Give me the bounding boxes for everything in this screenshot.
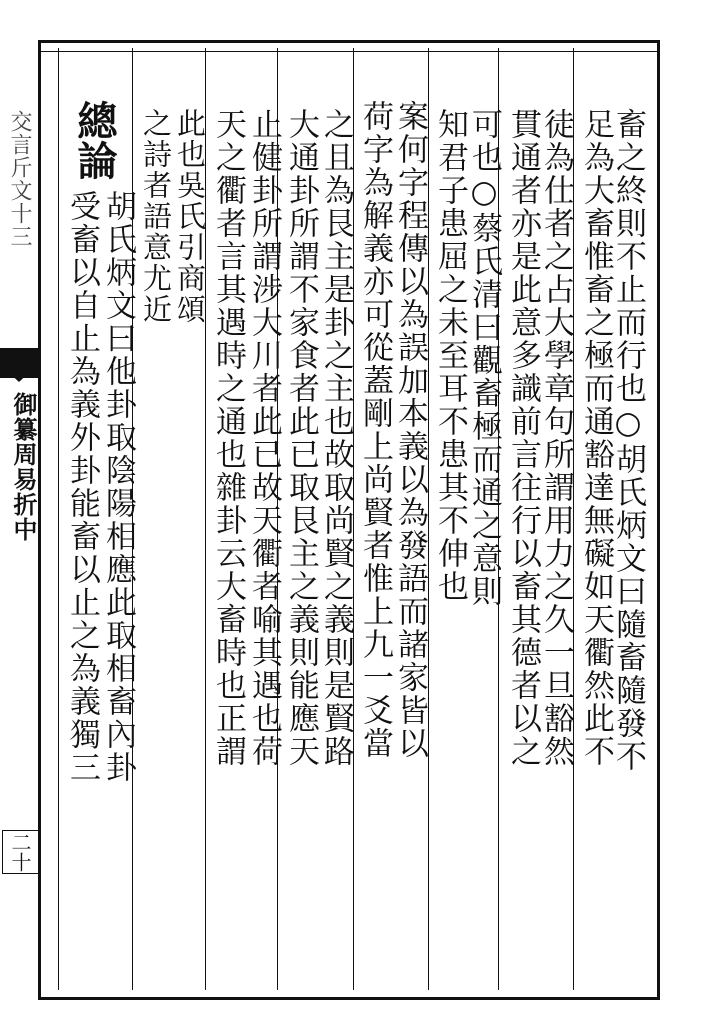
text-column-1: 畜之終則不止而行也○胡氏炳文曰隨畜隨發不 xyxy=(610,108,646,773)
text-column-5: 可也○蔡氏清曰觀畜極而通之意則 xyxy=(466,108,502,608)
text-column-16: 受畜以自止為義外卦能畜以止之為義獨三 xyxy=(64,190,100,784)
text-column-8: 荷字為解義亦可從蓋剛上尚賢者惟上九一爻當 xyxy=(357,100,393,760)
text-column-6: 知君子患屈之未至耳不患其不伸也 xyxy=(432,108,468,603)
folio-number: 二十 xyxy=(2,830,39,874)
text-column-10: 大通卦所謂不家食者此已取艮主之義則能應天 xyxy=(283,108,319,768)
page-margin xyxy=(0,40,38,1000)
text-column-2: 足為大畜惟畜之極而通豁達無礙如天衢然此不 xyxy=(578,108,614,768)
text-column-4: 貫通者亦是此意多識前言往行以畜其德者以之 xyxy=(505,108,541,768)
column-rule xyxy=(58,48,59,990)
book-title: 御纂周易折中 xyxy=(9,392,38,542)
text-column-9: 之且為艮主是卦之主也故取尚賢之義則是賢路 xyxy=(318,108,354,768)
column-rule xyxy=(428,48,429,990)
text-column-3: 徒為仕者之占大學章句所謂用力之久一旦豁然 xyxy=(538,108,574,768)
text-column-13: 此也吳氏引商頌 xyxy=(173,108,207,325)
text-column-15: 胡氏炳文曰他卦取陰陽相應此取相畜內卦 xyxy=(100,190,136,784)
section-heading: 總論 xyxy=(71,100,118,180)
text-column-14: 之詩者語意尤近 xyxy=(139,108,173,325)
text-column-11: 止健卦所謂涉大川者此已故天衢者喻其遇也荷 xyxy=(246,108,282,768)
fish-tail-mark-icon xyxy=(0,348,38,378)
text-column-12: 天之衢者言其遇時之通也雜卦云大畜時也正謂 xyxy=(210,108,246,768)
text-column-7: 案何字程傳以為誤加本義以為發語而諸家皆以 xyxy=(392,100,428,760)
margin-fragment: 交言斤文十三 xyxy=(7,110,32,248)
